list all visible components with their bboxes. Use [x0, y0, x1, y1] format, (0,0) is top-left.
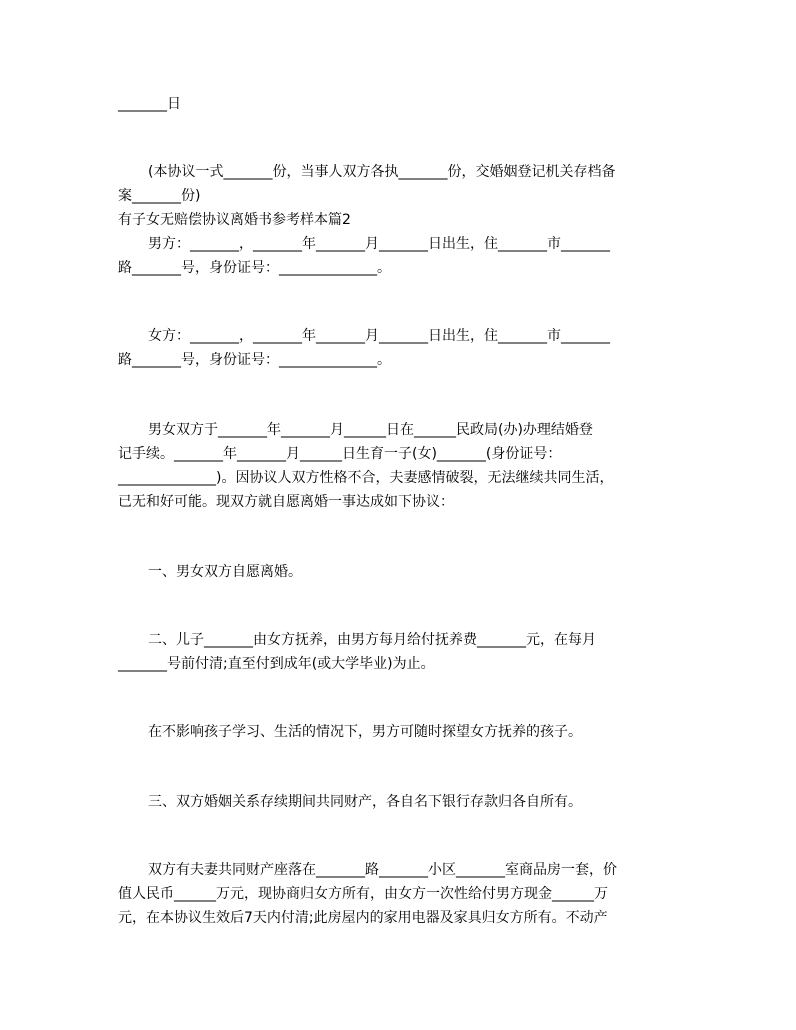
text-line: 路_______号，身份证号：______________。	[118, 352, 391, 368]
text-line: 二、儿子_______由女方抚养，由男方每月给付抚养费_______元，在每月	[148, 632, 596, 648]
text-line: ______________)。因协议人双方性格不合，夫妻感情破裂，无法继续共同生活，	[118, 470, 614, 486]
text-line: 在不影响孩子学习、生活的情况下，男方可随时探望女方抚养的孩子。	[148, 724, 582, 740]
text-line: 值人民币______万元，现协商归女方所有，由女方一次性给付男方现金______万	[118, 886, 608, 902]
text-line: _______号前付清;直至付到成年(或大学毕业)为止。	[118, 656, 435, 672]
text-line: 女方：_______，_______年_______月_______日出生，住_______市_______	[148, 328, 610, 344]
text-line: _______日	[118, 96, 181, 112]
text-line: 元，在本协议生效后7天内付清;此房屋内的家用电器及家具归女方所有。不动产	[118, 910, 608, 926]
section-heading: 有子女无赔偿协议离婚书参考样本篇2	[118, 212, 351, 228]
text-line: 男女双方于_______年_______月______日在______民政局(办)办理结婚登	[148, 422, 593, 438]
text-line: 案_______份)	[118, 188, 201, 204]
text-line: 三、双方婚姻关系存续期间共同财产，各自名下银行存款归各自所有。	[148, 794, 582, 810]
text-line: 记手续。_______年_______月______日生育一子(女)_______(身份证号：	[118, 446, 562, 462]
text-line: 路_______号，身份证号：______________。	[118, 260, 391, 276]
text-line: (本协议一式_______份，当事人双方各执_______份，交婚姻登记机关存档备	[148, 164, 616, 180]
text-line: 已无和好可能。现双方就自愿离婚一事达成如下协议：	[118, 494, 454, 510]
text-line: 双方有夫妻共同财产座落在_______路_______小区_______室商品房一套，价	[148, 862, 617, 878]
text-line: 男方：_______，_______年_______月_______日出生，住_______市_______	[148, 236, 610, 252]
text-line: 一、男女双方自愿离婚。	[148, 564, 302, 580]
